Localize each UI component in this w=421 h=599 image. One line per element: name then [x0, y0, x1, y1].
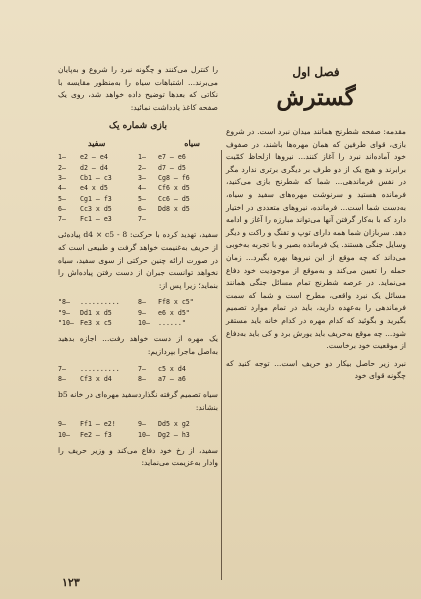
move-number: 3—	[138, 173, 146, 182]
move-number: 8—	[138, 298, 146, 307]
move-notation: c5 x d4	[158, 364, 186, 373]
move-notation: ..........	[80, 364, 120, 373]
moves-block-2	[58, 297, 218, 328]
move-row	[58, 297, 218, 307]
move-number: 9—	[138, 420, 146, 429]
move-row	[58, 374, 218, 384]
move-notation: Cb1 — c3	[80, 173, 112, 182]
move-notation: Cf6 x d5	[158, 184, 190, 193]
move-number: "9—	[58, 308, 70, 317]
right-column	[226, 64, 406, 383]
move-number: "10—	[58, 319, 74, 328]
page-number: ۱۲۳	[62, 576, 80, 589]
move-row	[58, 204, 218, 214]
move-row	[58, 318, 218, 328]
move-notation	[158, 214, 216, 224]
move-notation: Fe2 — f3	[80, 430, 112, 439]
black-label: سیاه	[184, 138, 200, 149]
move-notation: Ff1 — e2!	[80, 420, 116, 429]
move-row	[58, 183, 218, 193]
move-notation: Cc3 x d5	[80, 204, 112, 213]
move-number: 7—	[138, 364, 146, 373]
move-number: 9—	[58, 420, 66, 429]
move-notation: e7 — e6	[158, 153, 186, 162]
move-notation: Cf3 x d4	[80, 374, 112, 383]
moves-block-4	[58, 419, 218, 440]
move-notation: ......"	[158, 319, 186, 328]
move-notation: Fc1 — e3	[80, 215, 112, 224]
move-number: 2—	[58, 163, 66, 172]
move-row	[58, 419, 218, 429]
move-notation: Fe3 x c5	[80, 319, 112, 328]
move-number: 1—	[138, 153, 146, 162]
white-label: سفید	[88, 138, 106, 149]
move-row	[58, 430, 218, 440]
move-notation: Ff8 x c5"	[158, 298, 194, 307]
move-number: 6—	[138, 204, 146, 213]
move-number: 10—	[138, 430, 150, 439]
white-defends-paragraph: سفید، از رخ خود دفاع می‌کند و وزیر حریف را وادار به‌عزیمت می‌نماید:	[58, 445, 218, 468]
move-number: 10—	[138, 319, 150, 328]
move-number: 4—	[58, 184, 66, 193]
move-notation: e4 x d5	[80, 184, 108, 193]
move-number: 4—	[138, 184, 146, 193]
move-notation: Dd1 x d5	[80, 308, 112, 317]
move-notation: Cc6 — d5	[158, 194, 190, 203]
move-notation: Cg8 — f6	[158, 173, 190, 182]
game-title: بازی شماره یک	[108, 121, 167, 132]
move-number: 10—	[58, 430, 70, 439]
move-row	[58, 152, 218, 162]
black-decision-paragraph: سیاه تصمیم گرفته نگذاردسفید مهره‌ای در خانه b5 بنشاند:	[58, 390, 218, 412]
move-number: "8—	[58, 298, 70, 307]
move-notation: d7 — d5	[158, 163, 186, 172]
column-divider	[221, 150, 222, 580]
intro-paragraph: مقدمه: صفحه شطرنج همانند میدان نبرد است. در شروع بازی، قوای طرفین که همان مهره‌ها باشند، در صفوف خود آماده‌اند نبرد را آغاز کنند... نیروها ازلحاظ کمّیت برابرند و هیچ یک از دو طرف بر دیگری برتری ندارد مگر در نفس فرماندهی... شما که شطرنج بازی می‌کنید، فرمانده هستید و سرنوشت مهره‌های سفید و سیاه، به‌دست شما است... فرمانده، نیروهای متعددی در اختیار دارد که با به‌کار گرفتن آنها می‌تواند مبارزه را آغاز و ادامه دهد. سربازان شما همه دارای توپ و تفنگ و راکت و دیگر وسایل جنگی هستند. یک فرمانده بصیر و با تجربه به‌خوبی می‌داند که چه موقع از این نیروها بهره بگیرد... زمان حمله را تعیین می‌کند و به‌موقع از موجودیت خود دفاع می‌نماید. در عرصه شطرنج تمام مسائل جنگی همانند مسائل یک نبرد واقعی، مطرح است و شما که سمت فرماندهی را به‌عهده دارید، باید در تمام موارد تصمیم بگیرید و بگوئید که کدام مهره در کدام خانه باید مستقر شود... چه موقع به‌حریف باید یورش برد و کی باید به‌دفاع از موقعیت خود برخاست.	[226, 127, 406, 351]
move-notation: e2 — e4	[80, 153, 108, 162]
move-row	[58, 364, 218, 374]
threat-paragraph: سفید، تهدید کرده با حرکت: 8 - d4 × c5 پیاده‌ئی از حریف به‌غنیمت خواهد گرفت و طبیعی است که در صورت ارائه چنین حرکتی از سوی سفید، سیاه نخواهد توانست جبران از دست رفتن پیاده‌اش را بنماید؛ زیرا پس از:	[58, 230, 218, 290]
move-number: 1—	[58, 153, 66, 162]
move-notation: a7 — a6	[158, 374, 186, 383]
move-number: 7—	[138, 215, 146, 224]
move-number: 7—	[58, 215, 66, 224]
move-notation: Dd5 x g2	[158, 420, 190, 429]
move-row	[58, 214, 218, 224]
move-number: 9—	[138, 308, 146, 317]
move-row	[58, 163, 218, 173]
move-number: 8—	[58, 374, 66, 383]
continuation-paragraph: را کنترل می‌کنند و چگونه نبرد را شروع و به‌پایان می‌برند... اشتباهات سیاه را به‌منظور مقایسه با نکاتی که بعدها توضیح داده خواهد شد، روی یک صفحه کاغذ یادداشت نمائید:	[58, 65, 218, 112]
move-table-header	[58, 138, 218, 152]
move-number: 2—	[138, 163, 146, 172]
piece-lost-paragraph: یک مهره از دست خواهد رفت... اجازه بدهید به‌اصل ماجرا بپردازیم:	[58, 334, 218, 356]
move-notation: Cg1 — f3	[80, 194, 112, 203]
moves-block-1	[58, 152, 218, 224]
move-number: 5—	[58, 194, 66, 203]
closing-paragraph: نبرد زیر حاصل بیکار دو حریف است... توجه کنید که چگونه قوای خود	[226, 358, 406, 381]
move-notation: d2 — d4	[80, 163, 108, 172]
move-notation: e6 x d5"	[158, 308, 190, 317]
move-row	[58, 173, 218, 183]
move-number: 7—	[58, 364, 66, 373]
move-row	[58, 308, 218, 318]
move-notation: Dg2 — h3	[158, 430, 190, 439]
move-notation: ..........	[80, 298, 120, 307]
chapter-heading: فصل اول	[292, 65, 340, 79]
move-number: 8—	[138, 374, 146, 383]
move-number: 5—	[138, 194, 146, 203]
move-number: 6—	[58, 204, 66, 213]
chapter-title: گسترش	[276, 84, 356, 111]
left-column	[58, 64, 218, 470]
moves-block-3	[58, 364, 218, 385]
move-row	[58, 194, 218, 204]
move-notation: Dd8 x d5	[158, 204, 190, 213]
move-number: 3—	[58, 173, 66, 182]
